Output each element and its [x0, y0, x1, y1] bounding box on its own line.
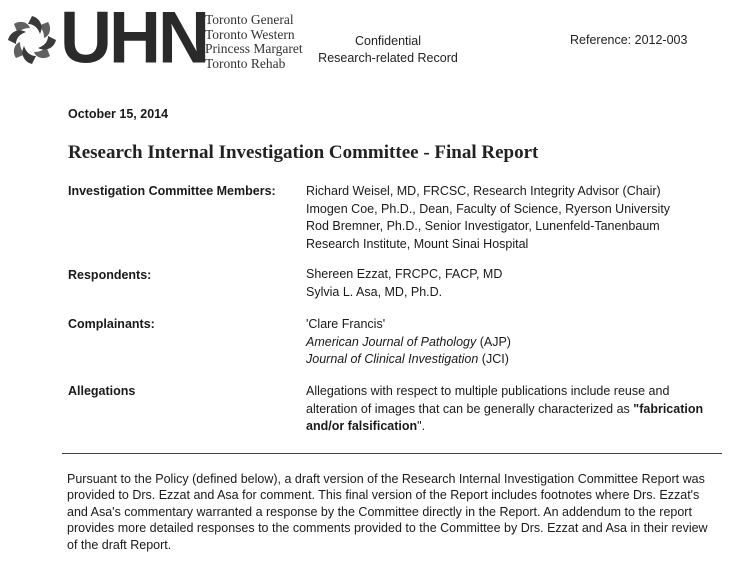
report-title: Research Internal Investigation Committee - Final Report [68, 142, 539, 163]
paragraph-line: provides more detailed responses to the comments provided to the Committee by Drs. Ezzat and Asa in their review [67, 521, 708, 536]
respondents-label: Respondents: [68, 268, 152, 282]
confidential-line: Research-related Record [318, 51, 458, 65]
paragraph-line: and Asa's commentary warranted a response by the Committee directly in the Report. An addendum to the report [67, 504, 692, 519]
committee-members [306, 183, 670, 253]
allegation-text: alteration of images that can be generally characterized as [306, 401, 634, 416]
report-date: October 15, 2014 [68, 107, 169, 121]
reference-number: Reference: 2012-003 [570, 33, 688, 47]
allegation-line [306, 418, 703, 436]
allegation-line [306, 401, 703, 419]
committee-line: Research Institute, Mount Sinai Hospital [306, 236, 529, 251]
hospital-name: Toronto Western [205, 26, 295, 42]
confidential-line: Confidential [354, 34, 421, 48]
paragraph-line: provided to Drs. Ezzat and Asa for comment. This final version of the Report includes footnotes where Drs. Ezzat's [67, 488, 700, 503]
paragraph-line: Pursuant to the Policy (defined below), a draft version of the Research Internal Investigation Committee Report was [67, 472, 705, 486]
respondent-line: Sylvia L. Asa, MD, Ph.D. [306, 284, 443, 299]
journal-name: American Journal of Pathology [306, 334, 477, 349]
complainant-line: 'Clare Francis' [306, 317, 386, 331]
section-divider [62, 453, 722, 454]
complainant-line [306, 351, 511, 369]
complainants-list [306, 316, 511, 369]
committee-line: Richard Weisel, MD, FRCSC, Research Integrity Advisor (Chair) [306, 184, 661, 198]
confidential-label [318, 33, 458, 67]
committee-label: Investigation Committee Members: [68, 184, 276, 198]
journal-abbrev: (JCI) [478, 352, 509, 366]
uhn-swirl-logo-icon [4, 12, 60, 68]
committee-line: Rod Bremner, Ph.D., Senior Investigator, Lunenfeld-Tanenbaum [306, 219, 660, 233]
hospital-name: Toronto Rehab [205, 55, 286, 71]
allegation-emphasis: and/or falsification [306, 419, 418, 433]
paragraph-line: of the draft Report. [67, 537, 172, 552]
respondents-list [306, 266, 502, 301]
allegation-line: Allegations with respect to multiple publications include reuse and [306, 384, 670, 398]
committee-line: Imogen Coe, Ph.D., Dean, Faculty of Science, Ryerson University [306, 201, 671, 216]
complainant-line [306, 334, 511, 352]
allegations-label: Allegations [68, 384, 136, 398]
hospital-name: Princess Margaret [205, 41, 303, 56]
allegations-text [306, 383, 703, 436]
uhn-logo-text: UHN [60, 0, 207, 79]
hospital-name: Toronto General [205, 12, 294, 27]
journal-name: Journal of Clinical Investigation [306, 352, 479, 366]
complainants-label: Complainants: [68, 317, 155, 331]
respondent-line: Shereen Ezzat, FRCPC, FACP, MD [306, 267, 503, 281]
intro-paragraph [67, 471, 715, 553]
journal-abbrev: (AJP) [476, 334, 511, 349]
hospital-list [205, 13, 303, 71]
allegation-text: ". [417, 419, 426, 433]
allegation-emphasis: "fabrication [633, 401, 704, 416]
